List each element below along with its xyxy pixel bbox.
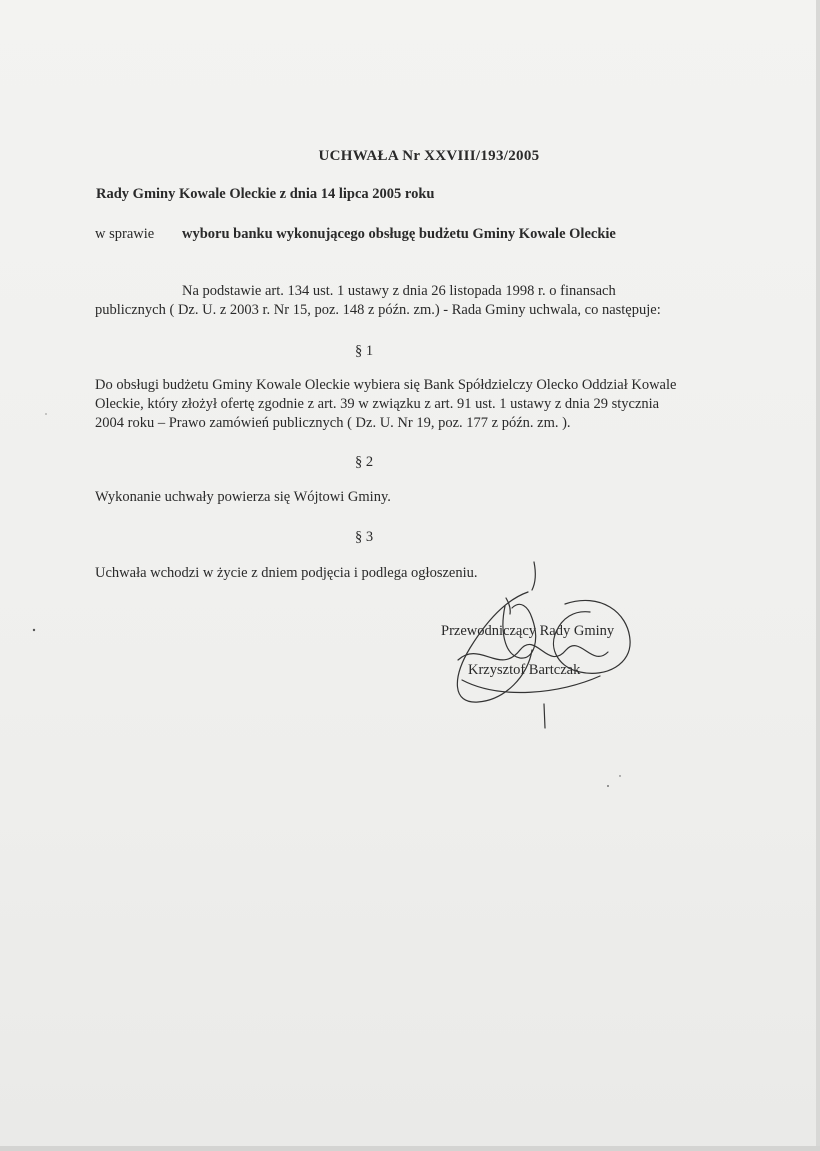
signature-name: Krzysztof Bartczak [468, 662, 581, 678]
subject-text: wyboru banku wykonującego obsługę budżetu Gminy Kowale Oleckie [182, 226, 616, 242]
section-heading: § 1 [355, 343, 374, 359]
preamble-line: Na podstawie art. 134 ust. 1 ustawy z dnia 26 listopada 1998 r. o finansach [182, 283, 616, 299]
scan-edge-bottom [0, 1146, 820, 1151]
section-heading: § 2 [355, 454, 374, 470]
section-heading: § 3 [355, 529, 374, 545]
section-line: 2004 roku – Prawo zamówień publicznych ( Dz. U. Nr 19, poz. 177 z późn. zm. ). [95, 415, 571, 431]
section-line: Uchwała wchodzi w życie z dniem podjęcia i podlega ogłoszeniu. [95, 565, 478, 581]
section-line: Oleckie, który złożył ofertę zgodnie z art. 39 w związku z art. 91 ust. 1 ustawy z dnia 29 stycznia [95, 396, 660, 412]
document-subtitle: Rady Gminy Kowale Oleckie z dnia 14 lipca 2005 roku [96, 186, 435, 202]
document-title: UCHWAŁA Nr XXVIII/193/2005 [318, 148, 540, 164]
preamble-line: publicznych ( Dz. U. z 2003 r. Nr 15, poz. 148 z późn. zm.) - Rada Gminy uchwala, co następuje: [95, 302, 661, 318]
signature-role: Przewodniczący Rady Gminy [441, 623, 615, 639]
section-line: Do obsługi budżetu Gminy Kowale Oleckie wybiera się Bank Spółdzielczy Olecko Oddział Kowale [95, 377, 677, 393]
section-line: Wykonanie uchwały powierza się Wójtowi Gminy. [95, 489, 391, 505]
subject-prefix: w sprawie [95, 226, 155, 242]
scan-edge-right [816, 0, 820, 1151]
